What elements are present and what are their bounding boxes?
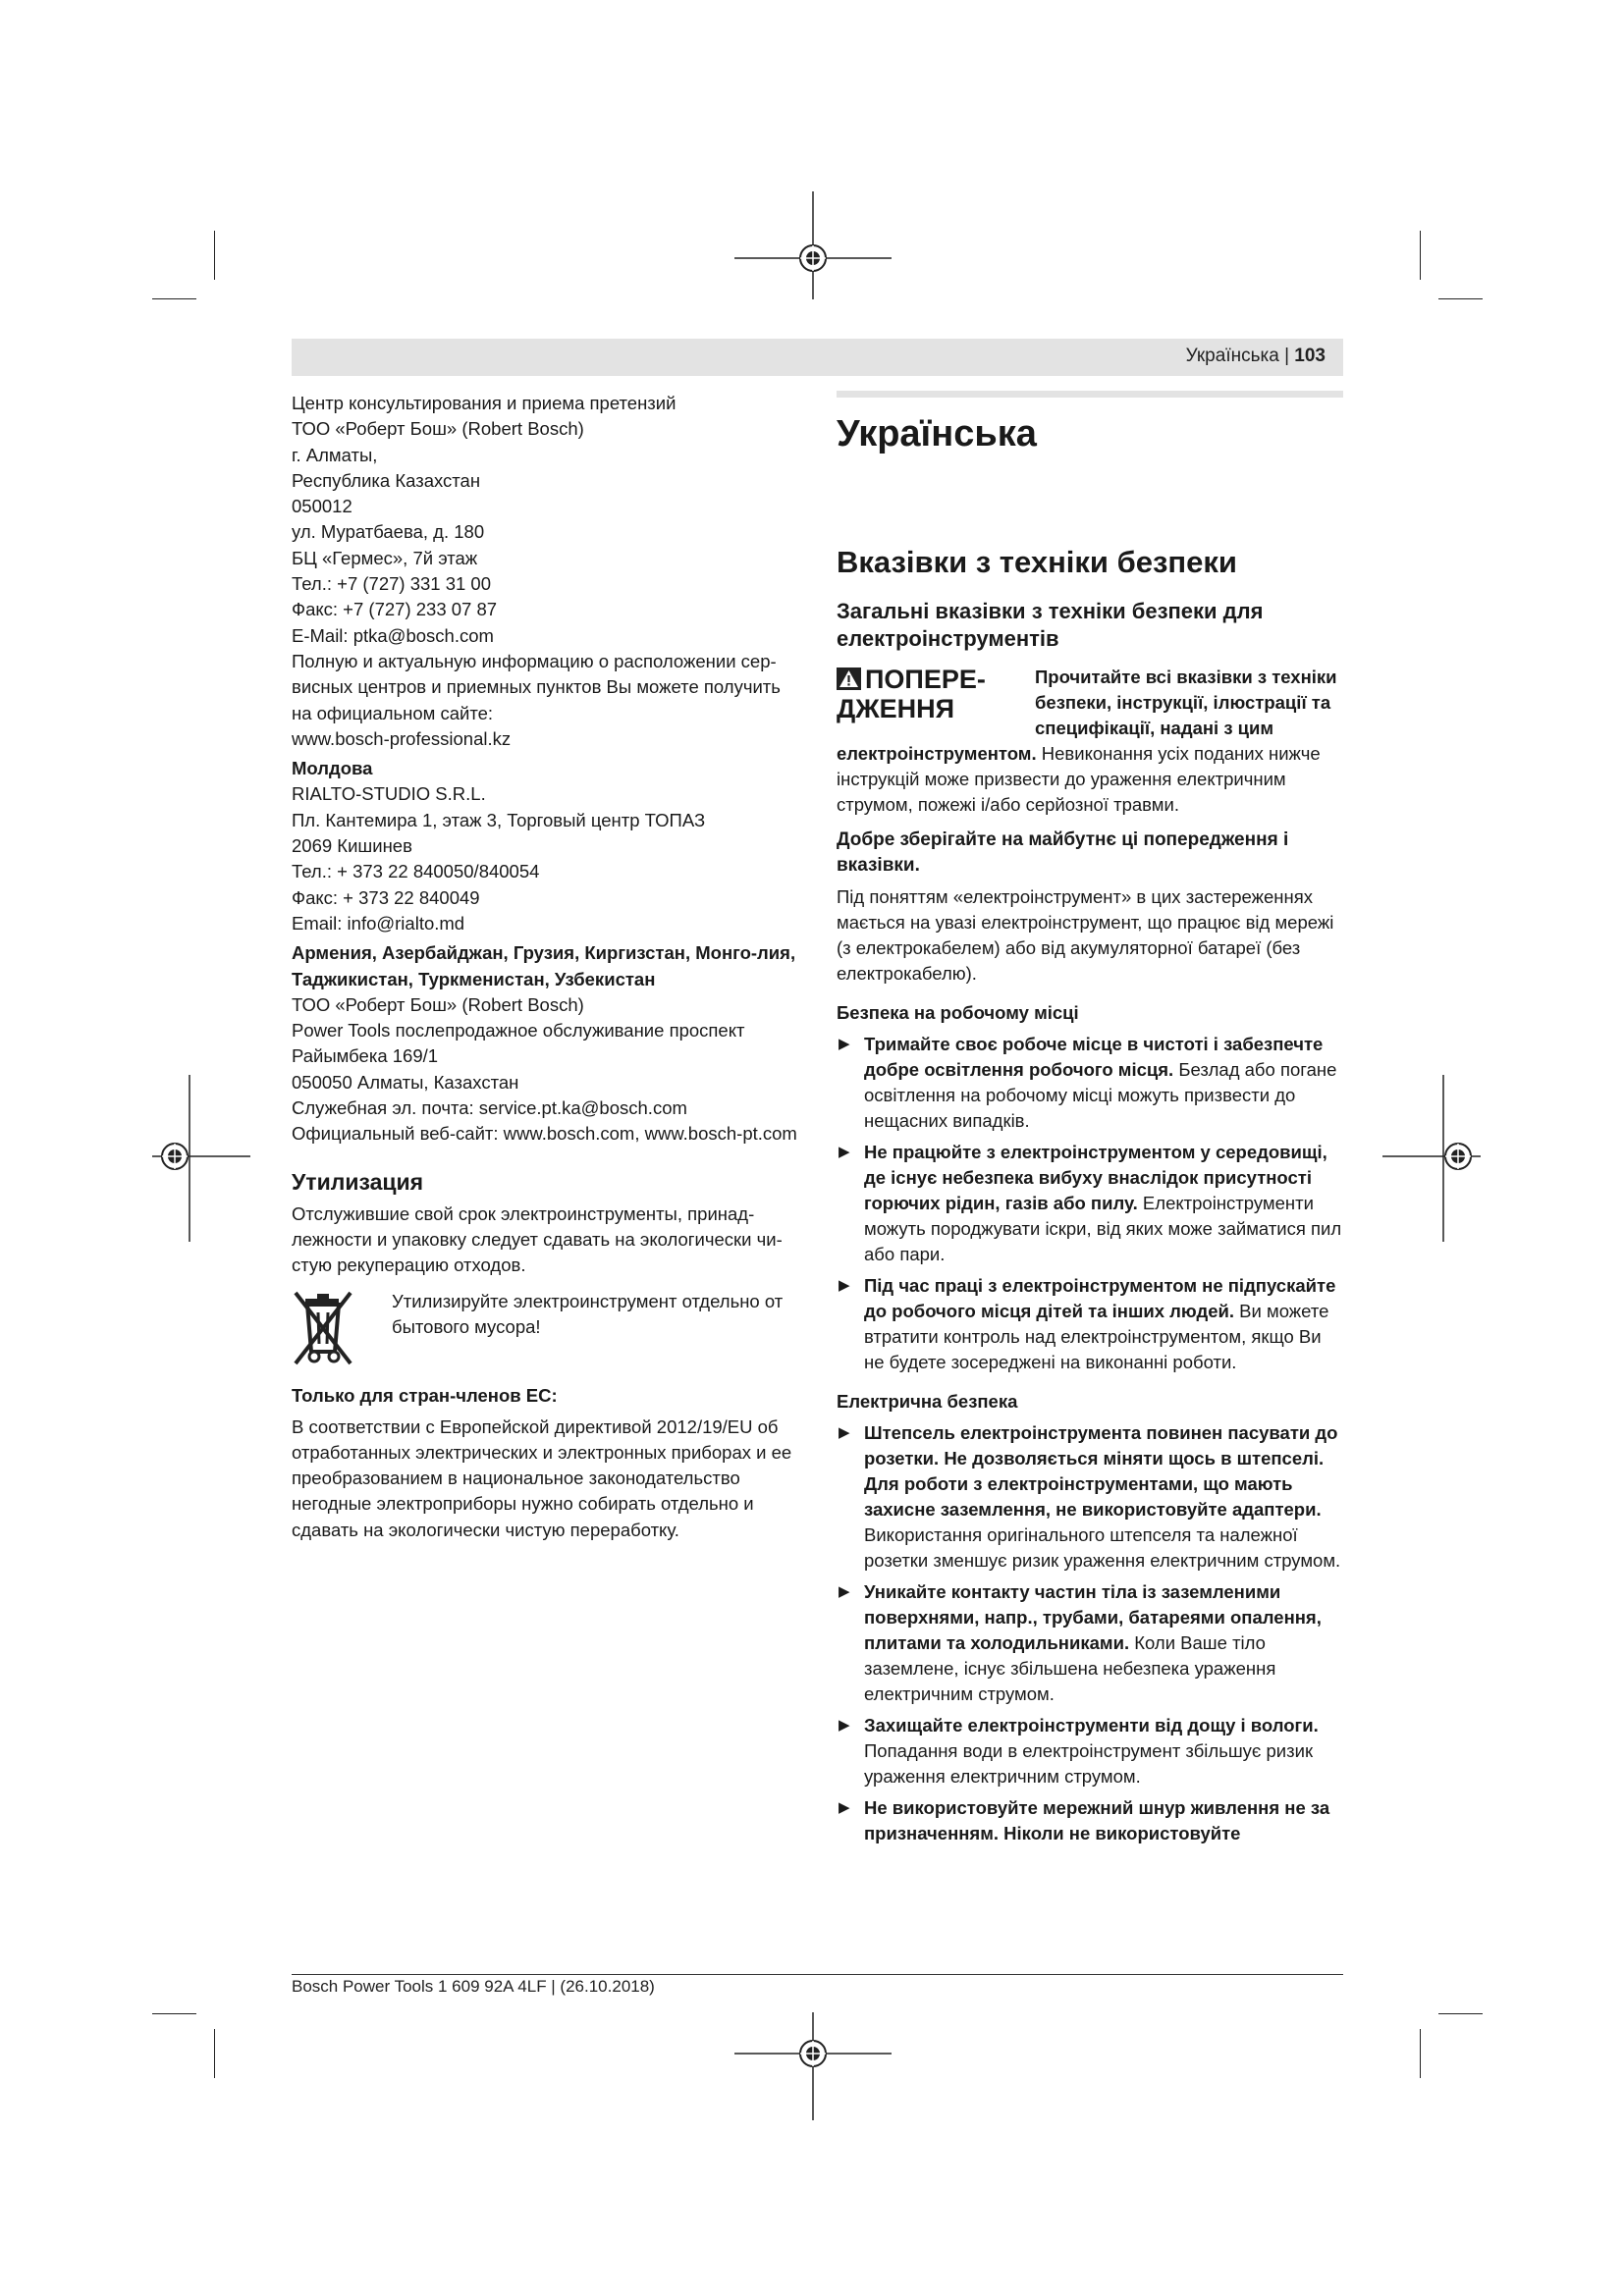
address-line: ТОО «Роберт Бош» (Robert Bosch) [292, 418, 584, 440]
registration-mark-icon [152, 1075, 250, 1242]
warning-label-box [837, 665, 1023, 723]
bullet-bold: Не використовуйте мережний шнур живлення не за призначенням. Ніколи не використовуйте [864, 1797, 1330, 1843]
bullet-bold: Уникайте контакту частин тіла із заземленими поверхнями, напр., трубами, батареями опалення, плитами та холодильниками. [864, 1581, 1322, 1653]
bullet-arrow-icon: ▶ [839, 1583, 850, 1600]
disposal-icon-row [292, 1289, 797, 1367]
address-line: Факс: +7 (727) 233 07 87 [292, 599, 498, 620]
bullet-text: Електроінструменти можуть породжувати іскри, від яких може займатися пил або пари. [864, 1193, 1342, 1264]
bullet-arrow-icon: ▶ [839, 1277, 850, 1294]
disposal-icon-text: Утилизируйте электроинструмент отдельно от бытового мусора! [392, 1290, 784, 1337]
disposal-heading: Утилизация [292, 1168, 424, 1195]
warning-bold: Прочитайте всі вказівки з техніки безпеки, інструкції, ілюстрації та специфікації, надані з цим електроінструментом. [837, 667, 1337, 764]
bullet-text: Безлад або погане освітлення на робочому місці можуть призвести до нещасних випадків. [864, 1059, 1337, 1131]
address-line: БЦ «Гермес», 7й этаж [292, 547, 478, 568]
address-line: ТОО «Роберт Бош» (Robert Bosch) [292, 993, 584, 1015]
bullet-bold: Захищайте електроінструменти від дощу і вологи. [864, 1715, 1319, 1735]
language-rule [837, 391, 1343, 398]
address-line: Пл. Кантемира 1, этаж 3, Торговый центр ТОПАЗ [292, 809, 706, 830]
address-line: Служебная эл. почта: service.pt.ka@bosch.com [292, 1097, 687, 1119]
warning-triangle-icon [837, 667, 861, 690]
bullet-text: Коли Ваше тіло заземлене, існує збільшена небезпека ураження електричним струмом. [864, 1632, 1276, 1704]
kz-website: www.bosch-professional.kz [292, 727, 512, 749]
crop-mark [1420, 2029, 1421, 2078]
crop-mark [214, 2029, 215, 2078]
md-address-block [292, 781, 797, 936]
weee-crossed-bin-icon [292, 1289, 368, 1367]
bullet-text: Попадання води в електроінструмент збільшує ризик ураження електричним струмом. [864, 1740, 1314, 1787]
list-item [837, 1579, 1343, 1707]
moldova-heading: Молдова [292, 758, 373, 779]
address-line: Power Tools послепродажное обслуживание проспект Райымбека 169/1 [292, 1020, 745, 1067]
address-line: 050050 Алматы, Казахстан [292, 1071, 519, 1093]
address-line: 050012 [292, 496, 352, 517]
list-item [837, 1273, 1343, 1375]
keep-heading: Добре зберігайте на майбутнє ці попередження і вказівки. [837, 829, 1289, 876]
address-line: Email: info@rialto.md [292, 912, 465, 934]
list-item [837, 1795, 1343, 1846]
cis-address-block [292, 992, 797, 1148]
registration-mark-icon [1382, 1075, 1481, 1242]
bullet-bold: Тримайте своє робоче місце в чистоті і забезпечте добре освітлення робочого місця. [864, 1034, 1324, 1080]
crop-mark [1438, 2013, 1483, 2014]
address-line: Факс: + 373 22 840049 [292, 886, 480, 908]
warning-body: Невиконання усіх поданих нижче інструкцій може призвести до ураження електричним струмом, пожежі і/або серйозної травми. [837, 743, 1321, 815]
eu-heading: Только для стран-членов ЕС: [292, 1384, 558, 1406]
bullet-bold: Не працюйте з електроінструментом у середовищі, де існує небезпека вибуху внаслідок присутності горючих рідин, газів або пилу. [864, 1142, 1327, 1213]
list-item [837, 1420, 1343, 1574]
header-label [1186, 346, 1326, 367]
crop-mark [152, 298, 196, 299]
warning-label: ПОПЕРЕ-ДЖЕННЯ [837, 665, 986, 723]
address-line: Тел.: + 373 22 840050/840054 [292, 861, 540, 882]
address-line: Центр консультирования и приема претензий [292, 393, 677, 413]
electrical-safety-heading: Електрична безпека [837, 1391, 1018, 1412]
address-line: E-Mail: ptka@bosch.com [292, 624, 494, 646]
page-number: 103 [1294, 346, 1326, 366]
subsection-title: Загальні вказівки з техніки безпеки для електроінструментів [837, 599, 1264, 651]
header-separator: | [1278, 346, 1295, 366]
warning-block [837, 665, 1343, 818]
right-column [837, 391, 1343, 1846]
address-line: г. Алматы, [292, 444, 378, 465]
bullet-text: Використання оригінального штепселя та належної розетки зменшує ризик ураження електричним струмом. [864, 1524, 1341, 1571]
bullet-arrow-icon: ▶ [839, 1424, 850, 1441]
footer-rule [292, 1974, 1343, 1975]
bullet-arrow-icon: ▶ [839, 1717, 850, 1734]
work-safety-heading: Безпека на робочому місці [837, 1002, 1079, 1023]
address-line: Тел.: +7 (727) 331 31 00 [292, 573, 492, 595]
bullet-text: Ви можете втратити контроль над електроінструментом, якщо Ви не будете зосереджені на виконанні роботи. [864, 1301, 1329, 1372]
list-item [837, 1032, 1343, 1134]
eu-text: В соответствии с Европейской директивой 2012/19/EU об отработанных электрических и электронных приборах и ее преобразованием в национальное законодательство негодные электроприборы нужно собирать отдельно и сдавать на экологически чистую переработку. [292, 1415, 792, 1540]
address-line: Республика Казахстан [292, 469, 481, 491]
language-title: Українська [837, 413, 1037, 454]
footer-text: Bosch Power Tools 1 609 92A 4LF | (26.10.2018) [292, 1977, 655, 1996]
address-line: RIALTO-STUDIO S.R.L. [292, 783, 486, 805]
list-item [837, 1713, 1343, 1789]
bullet-arrow-icon: ▶ [839, 1036, 850, 1052]
section-title: Вказівки з техніки безпеки [837, 545, 1237, 579]
crop-mark [1420, 231, 1421, 280]
running-header [292, 339, 1343, 376]
kz-address-block [292, 391, 797, 752]
registration-mark-icon [734, 2012, 892, 2120]
bullet-bold: Штепсель електроінструмента повинен пасувати до розетки. Не дозволяється міняти щось в штепселі. Для роботи з електроінструментами, що мають захисне заземлення, не використовуйте адаптери. [864, 1422, 1338, 1520]
header-language: Українська [1185, 346, 1279, 366]
crop-mark [152, 2013, 196, 2014]
term-text: Під поняттям «електроінструмент» в цих застереженнях мається на увазі електроінструмент, що працює від мережі (з електрокабелем) або від акумуляторної батареї (без електрокабелю). [837, 886, 1334, 984]
left-column [292, 391, 797, 1543]
bullet-bold: Під час праці з електроінструментом не підпускайте до робочого місця дітей та інших людей. [864, 1275, 1336, 1321]
cis-heading: Армения, Азербайджан, Грузия, Киргизстан, Монго-лия, Таджикистан, Туркменистан, Узбекистан [292, 942, 796, 989]
kz-note: Полную и актуальную информацию о расположении сер-висных центров и приемных пунктов Вы можете получить на официальном сайте: [292, 650, 781, 723]
address-line: Официальный веб-сайт: www.bosch.com, www.bosch-pt.com [292, 1123, 797, 1145]
address-line: 2069 Кишинев [292, 835, 412, 857]
registration-mark-icon [734, 191, 892, 299]
list-item [837, 1140, 1343, 1267]
crop-mark [214, 231, 215, 280]
disposal-text: Отслужившие свой срок электроинструменты, принад-лежности и упаковку следует сдавать на экологически чи-стую рекуперацию отходов. [292, 1202, 783, 1276]
address-line: ул. Муратбаева, д. 180 [292, 521, 485, 543]
bullet-arrow-icon: ▶ [839, 1144, 850, 1160]
crop-mark [1438, 298, 1483, 299]
bullet-arrow-icon: ▶ [839, 1799, 850, 1816]
